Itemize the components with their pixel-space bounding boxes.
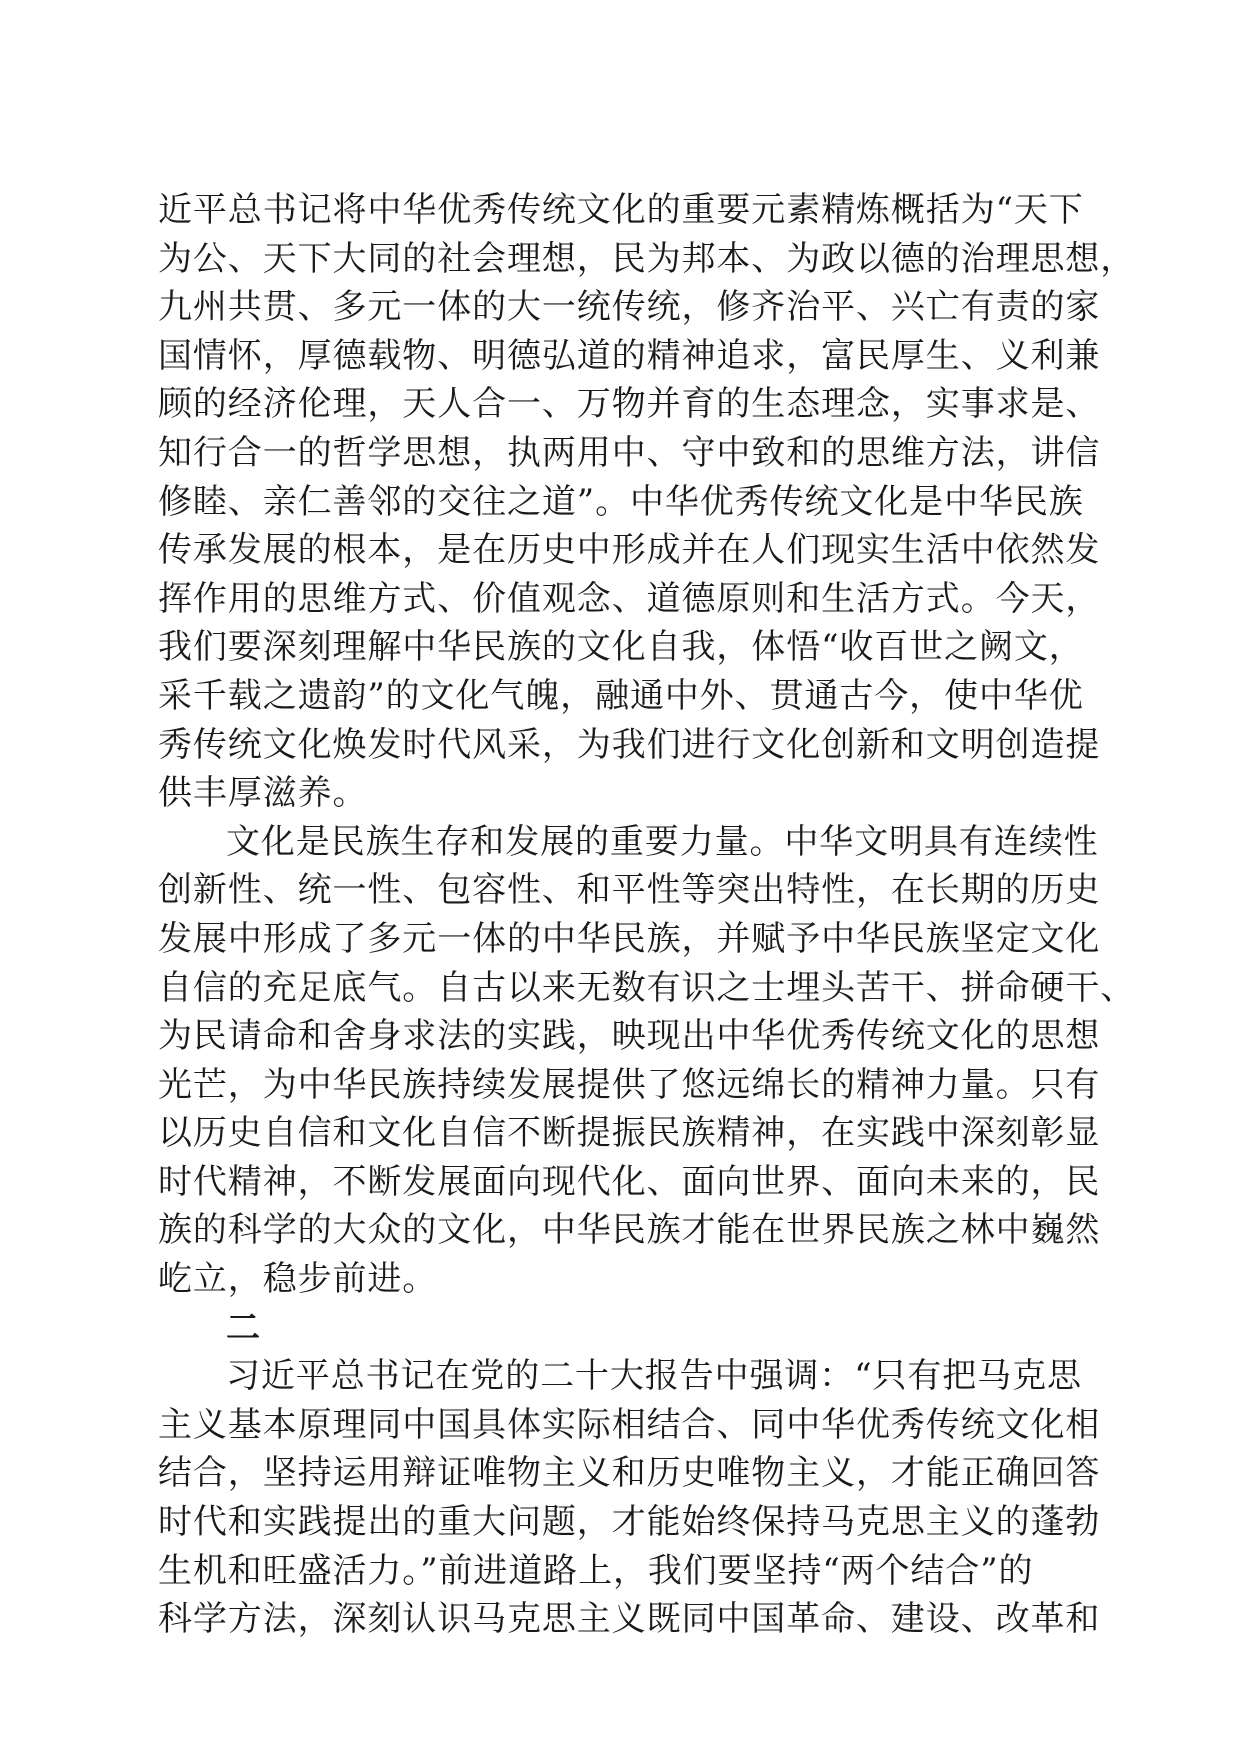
text-line: 科学方法，深刻认识马克思主义既同中国革命、建设、改革和 xyxy=(158,1599,1101,1640)
text-line: 自信的充足底气。自古以来无数有识之士埋头苦干、拼命硬干、 xyxy=(158,967,1136,1008)
text-line: 供丰厚滋养。 xyxy=(158,773,368,814)
text-line: 光芒，为中华民族持续发展提供了悠远绵长的精神力量。只有 xyxy=(158,1064,1101,1105)
text-line: 结合，坚持运用辩证唯物主义和历史唯物主义，才能正确回答 xyxy=(158,1453,1101,1494)
text-line: 国情怀，厚德载物、明德弘道的精神追求，富民厚生、义利兼 xyxy=(158,335,1101,376)
text-line: 为公、天下大同的社会理想，民为邦本、为政以德的治理思想， xyxy=(158,238,1136,279)
text-line: 以历史自信和文化自信不断提振民族精神，在实践中深刻彰显 xyxy=(158,1113,1101,1154)
text-line: 主义基本原理同中国具体实际相结合、同中华优秀传统文化相 xyxy=(158,1404,1101,1445)
text-line: 修睦、亲仁善邻的交往之道”。中华优秀传统文化是中华民族 xyxy=(158,481,1084,522)
text-line: 族的科学的大众的文化，中华民族才能在世界民族之林中巍然 xyxy=(158,1210,1101,1251)
text-line: 创新性、统一性、包容性、和平性等突出特性，在长期的历史 xyxy=(158,870,1101,911)
document-body xyxy=(158,186,1136,1644)
text-line: 屹立，稳步前进。 xyxy=(158,1259,438,1300)
text-line: 采千载之遗韵”的文化气魄，融通中外、贯通古今，使中华优 xyxy=(158,675,1084,716)
text-line: 习近平总书记在党的二十大报告中强调：“只有把马克思 xyxy=(226,1356,1082,1397)
text-line: 为民请命和舍身求法的实践，映现出中华优秀传统文化的思想 xyxy=(158,1016,1101,1057)
text-line: 知行合一的哲学思想，执两用中、守中致和的思维方法，讲信 xyxy=(158,432,1101,473)
text-line: 时代精神，不断发展面向现代化、面向世界、面向未来的，民 xyxy=(158,1161,1101,1202)
text-line: 传承发展的根本，是在历史中形成并在人们现实生活中依然发 xyxy=(158,530,1101,571)
section-heading: 二 xyxy=(226,1307,261,1348)
text-line: 顾的经济伦理，天人合一、万物并育的生态理念，实事求是、 xyxy=(158,384,1101,425)
text-line: 秀传统文化焕发时代风采，为我们进行文化创新和文明创造提 xyxy=(158,724,1101,765)
text-line: 时代和实践提出的重大问题，才能始终保持马克思主义的蓬勃 xyxy=(158,1502,1101,1543)
text-line: 近平总书记将中华优秀传统文化的重要元素精炼概括为“天下 xyxy=(158,190,1084,230)
text-line: 文化是民族生存和发展的重要力量。中华文明具有连续性 xyxy=(226,821,1099,862)
text-line: 挥作用的思维方式、价值观念、道德原则和生活方式。今天， xyxy=(158,578,1101,619)
text-line: 发展中形成了多元一体的中华民族，并赋予中华民族坚定文化 xyxy=(158,918,1101,959)
text-line: 我们要深刻理解中华民族的文化自我，体悟“收百世之阙文， xyxy=(158,627,1084,668)
text-line: 生机和旺盛活力。”前进道路上，我们要坚持“两个结合”的 xyxy=(158,1550,1034,1591)
text-line: 九州共贯、多元一体的大一统传统，修齐治平、兴亡有责的家 xyxy=(158,287,1101,328)
